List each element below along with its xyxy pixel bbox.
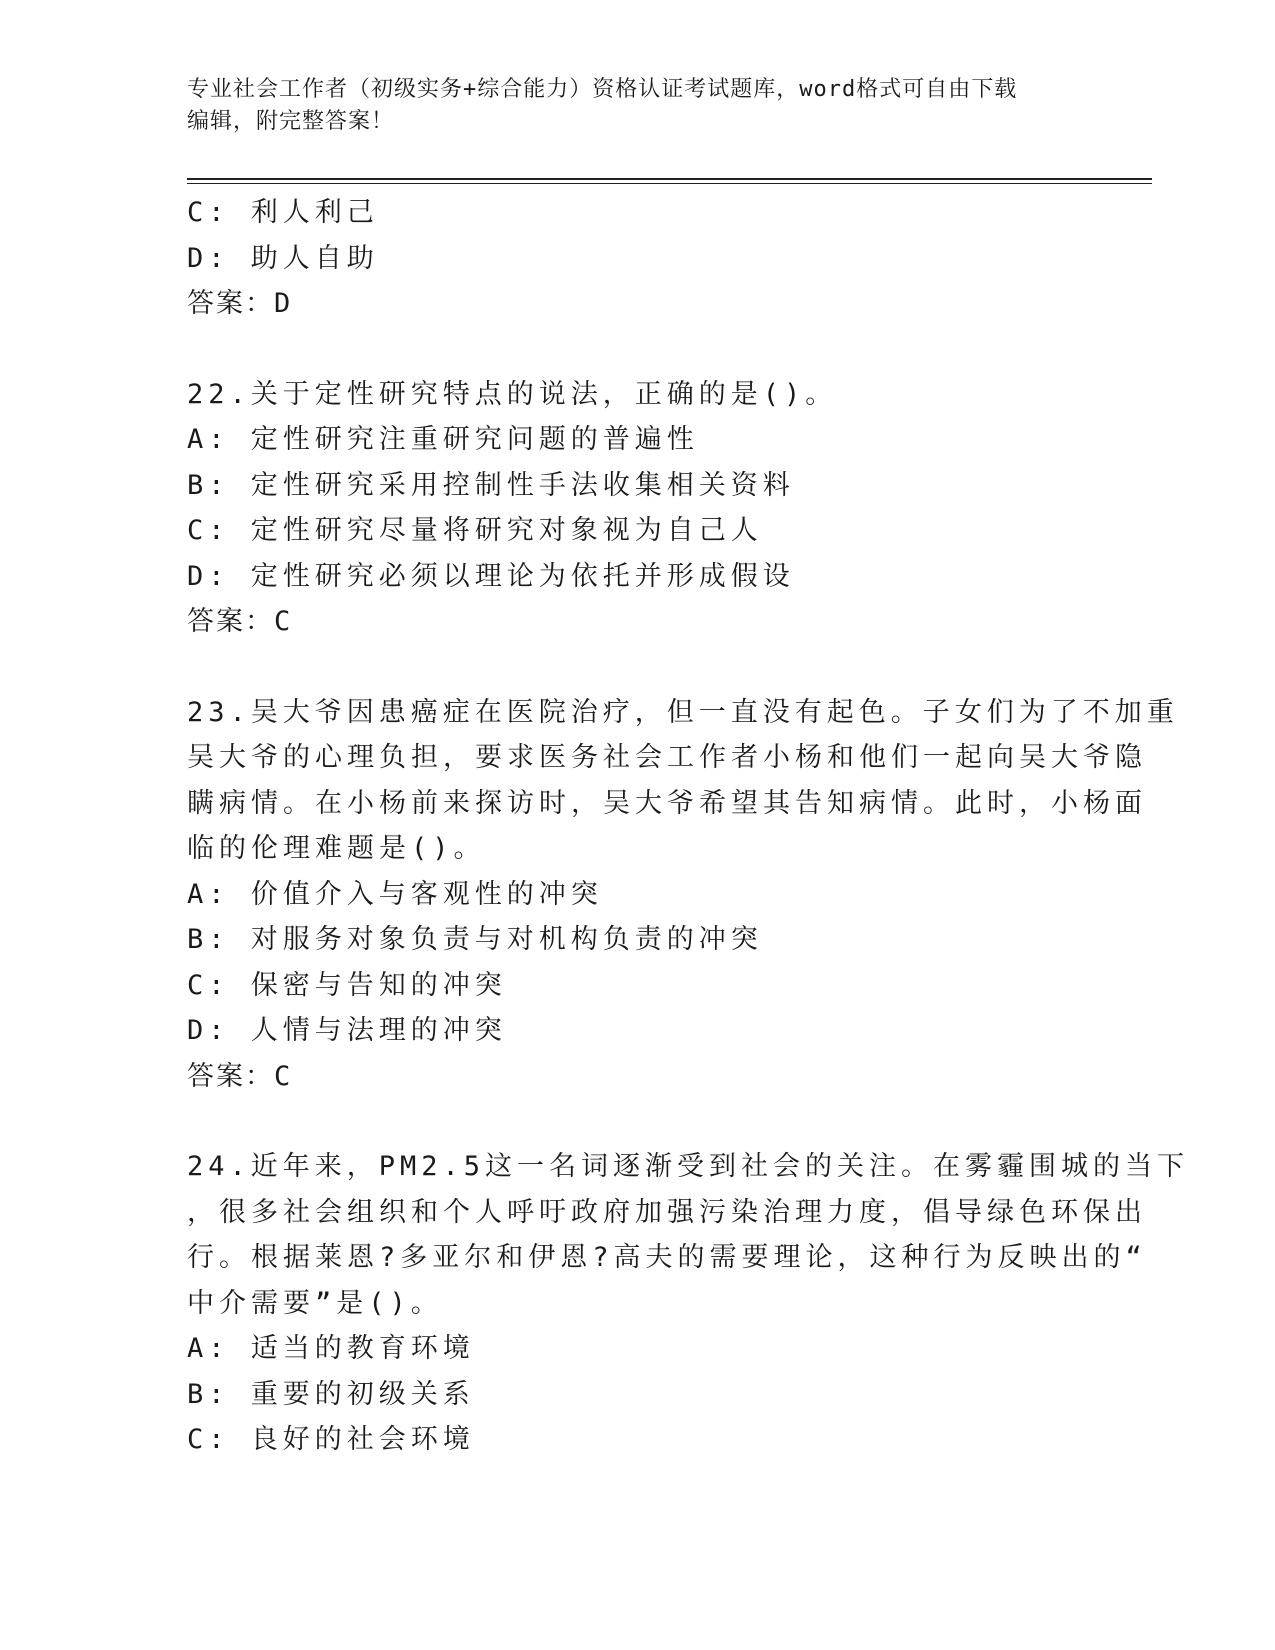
question-stem-line: 24.近年来，PM2.5这一名词逐渐受到社会的关注。在雾霾围城的当下 [187,1151,1190,1182]
header-line-1: 专业社会工作者（初级实务+综合能力）资格认证考试题库，word格式可自由下载 [187,77,1018,102]
answer-line: 答案：C [187,1060,293,1092]
option-d: D: 定性研究必须以理论为依托并形成假设 [187,560,795,592]
header-divider-thin [187,183,1152,184]
question-stem-line: 23.吴大爷因患癌症在医院治疗，但一直没有起色。子女们为了不加重 [187,696,1179,728]
option-a: A: 价值介入与客观性的冲突 [187,878,603,910]
answer-line: 答案：C [187,606,293,637]
option-a: A: 适当的教育环境 [187,1333,475,1364]
question-stem-line: 吴大爷的心理负担，要求医务社会工作者小杨和他们一起向吴大爷隐 [187,742,1147,773]
question-stem-line: 中介需要”是()。 [187,1287,443,1319]
question-23 [187,690,1179,1100]
spacer [187,1099,1077,1144]
question-stem-line: ，很多社会组织和个人呼吁政府加强污染治理力度，倡导绿色环保出 [187,1196,1147,1228]
question-stem-line: 瞒病情。在小杨前来探访时，吴大爷希望其告知病情。此时，小杨面 [187,787,1147,819]
document-header [187,74,1087,138]
option-d: D: 人情与法理的冲突 [187,1015,507,1046]
option-c: C: 保密与告知的冲突 [187,969,507,1001]
option-a: A: 定性研究注重研究问题的普遍性 [187,424,699,455]
spacer [187,327,1077,372]
question-24 [187,1144,1190,1463]
option-b: B: 定性研究采用控制性手法收集相关资料 [187,469,795,501]
option-d: D: 助人自助 [187,242,379,274]
spacer [187,645,1077,690]
option-b: B: 对服务对象负责与对机构负责的冲突 [187,924,763,955]
option-c: C: 良好的社会环境 [187,1424,475,1455]
option-c: C: 利人利己 [187,197,379,228]
header-divider-thick [187,178,1152,180]
option-b: B: 重要的初级关系 [187,1378,475,1410]
header-line-2: 编辑，附完整答案！ [187,109,395,134]
question-stem-line: 行。根据莱恩?多亚尔和伊恩?高夫的需要理论，这种行为反映出的“ [187,1242,1147,1273]
question-stem-line: 临的伦理难题是()。 [187,833,486,864]
question-list [187,190,1190,1463]
answer-line: 答案：D [187,288,293,319]
option-c: C: 定性研究尽量将研究对象视为自己人 [187,515,763,546]
question-22 [187,372,1077,645]
question-stem: 22.关于定性研究特点的说法，正确的是()。 [187,378,838,410]
